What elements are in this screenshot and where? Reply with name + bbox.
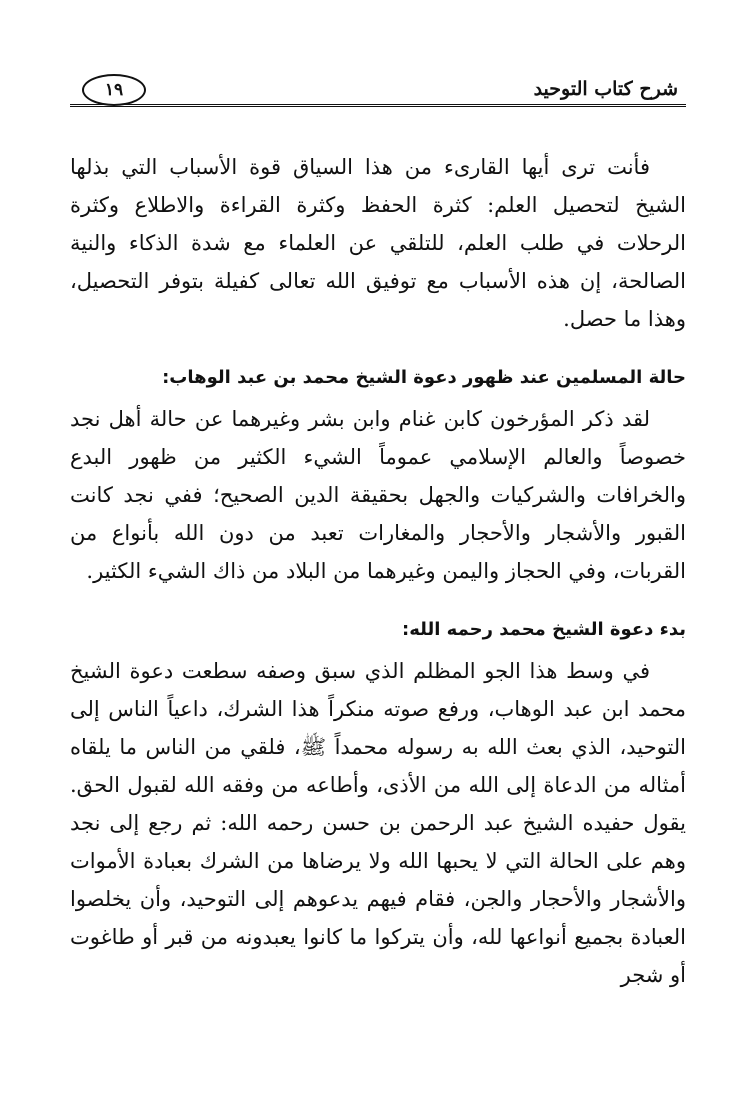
book-page (70, 0, 686, 1101)
header-divider (70, 104, 686, 107)
page-number: ١٩ (82, 74, 146, 106)
section-paragraph: في وسط هذا الجو المظلم الذي سبق وصفه سطعت دعوة الشيخ محمد ابن عبد الوهاب، ورفع صوته منكراً هذا الشرك، داعياً الناس إلى التوحيد، الذي بعث الله به رسوله محمداً ﷺ، فلقي من الناس ما يلقاه أمثاله من الدعاة إلى الله من الأذى، وأطاعه من وفقه الله لقبول الحق. يقول حفيده الشيخ عبد الرحمن بن حسن رحمه الله: ثم رجع إلى نجد وهم على الحالة التي لا يحبها الله ولا يرضاها من الشرك بعبادة الأموات والأشجار والأحجار والجن، فقام فيهم يدعوهم إلى التوحيد، وأن يخلصوا العبادة بجميع أنواعها لله، وأن يتركوا ما كانوا يعبدونه من قبر أو طاغوت أو شجر (70, 659, 686, 987)
section-heading: حالة المسلمين عند ظهور دعوة الشيخ محمد بن عبد الوهاب: (162, 367, 686, 388)
page-content (70, 148, 686, 1012)
section-heading: بدء دعوة الشيخ محمد رحمه الله: (402, 619, 686, 640)
page-header (70, 72, 686, 108)
running-title: شرح كتاب التوحيد (533, 78, 678, 100)
section-paragraph: لقد ذكر المؤرخون كابن غنام وابن بشر وغيرهما عن حالة أهل نجد خصوصاً والعالم الإسلامي عموماً الشيء الكثير من ظهور البدع والخرافات والشركيات والجهل بحقيقة الدين الصحيح؛ ففي نجد كانت القبور والأشجار والأحجار والمغارات تعبد من دون الله بأنواع من القربات، وفي الحجاز واليمن وغيرهما من البلاد من ذاك الشيء الكثير. (70, 407, 686, 583)
intro-paragraph: فأنت ترى أيها القارىء من هذا السياق قوة الأسباب التي بذلها الشيخ لتحصيل العلم: كثرة الحفظ وكثرة القراءة والاطلاع وكثرة الرحلات في طلب العلم، للتلقي عن العلماء مع شدة الذكاء والنية الصالحة، إن هذه الأسباب مع توفيق الله تعالى كفيلة بتوفر التحصيل، وهذا ما حصل. (70, 155, 686, 331)
